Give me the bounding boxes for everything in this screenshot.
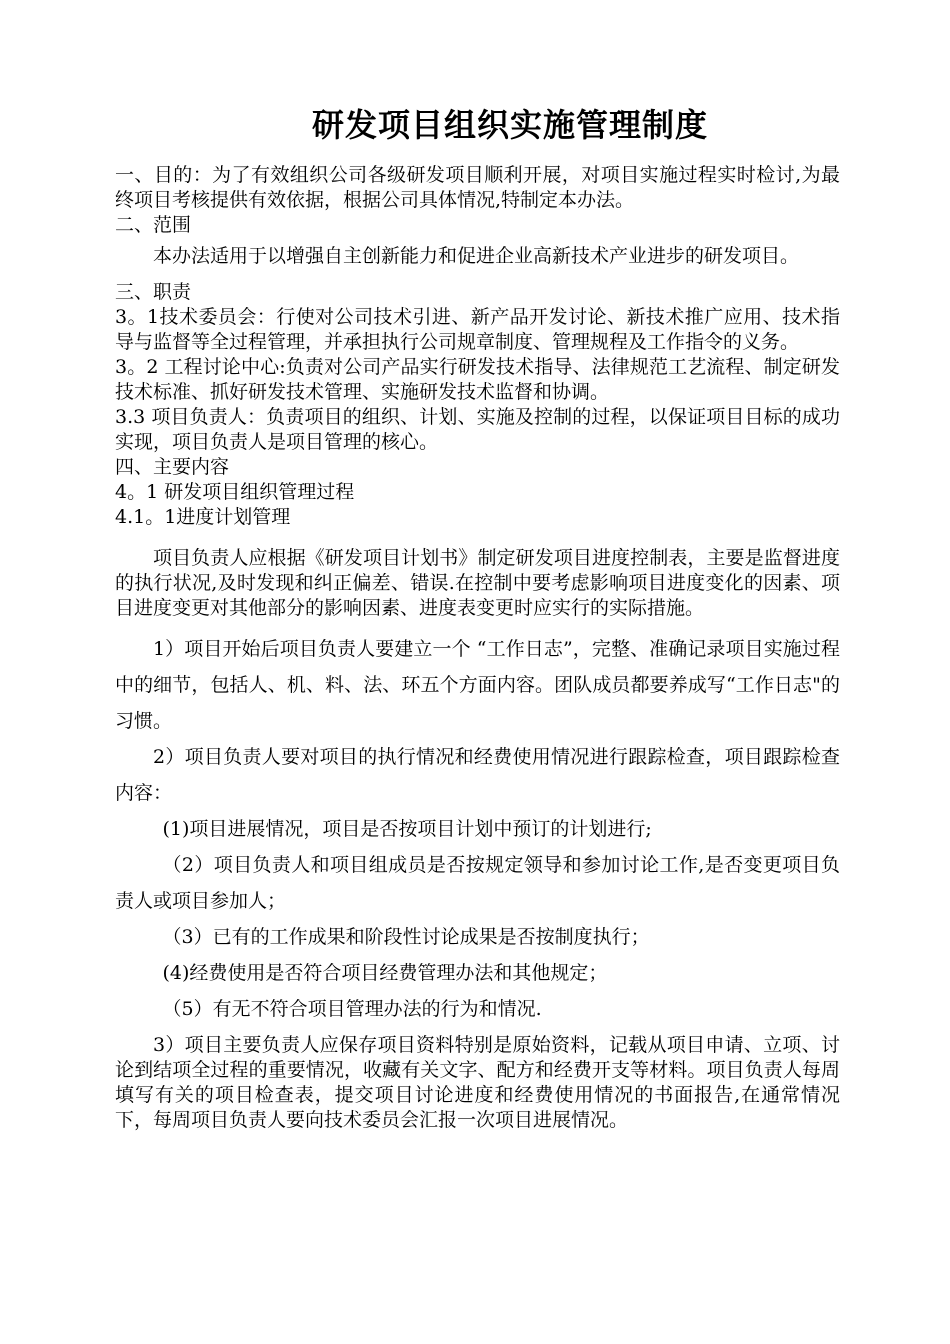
paragraph-duty-3-3: 3.3 项目负责人：负责项目的组织、计划、实施及控制的过程，以保证项目目标的成功实现，项目负责人是项目管理的核心。 <box>115 406 840 453</box>
heading-main-content: 四、主要内容 <box>115 456 230 478</box>
paragraph-duty-3-1: 3。1技术委员会：行使对公司技术引进、新产品开发讨论、新技术推广应用、技术指导与监督等全过程管理，并承担执行公司规章制度、管理规程及工作指令的义务。 <box>115 306 840 353</box>
paragraph-schedule-management: 项目负责人应根据《研发项目计划书》制定研发项目进度控制表，主要是监督进度的执行状况,及时发现和纠正偏差、错误.在控制中要考虑影响项目进度变化的因素、项目进度变更对其他部分的影响因素、进度表变更时应实行的实际措施。 <box>115 547 840 619</box>
paragraph-scope: 本办法适用于以增强自主创新能力和促进企业高新技术产业进步的研发项目。 <box>153 245 800 267</box>
heading-scope: 二、范围 <box>115 214 192 236</box>
list-item-2: 2）项目负责人要对项目的执行情况和经费使用情况进行跟踪检查，项目跟踪检查内容： <box>115 746 840 804</box>
list-item-3: 3）项目主要负责人应保存项目资料特别是原始资料，记载从项目申请、立项、讨论到结项全过程的重要情况，收藏有关文字、配方和经费开支等材料。项目负责人每周填写有关的项目检查表，提交项目讨论进度和经费使用情况的书面报告,在通常情况下，每周项目负责人要向技术委员会汇报一次项目进展情况。 <box>115 1034 840 1131</box>
check-item-3: （3）已有的工作成果和阶段性讨论成果是否按制度执行； <box>162 926 650 948</box>
check-item-2: （2）项目负责人和项目组成员是否按规定领导和参加讨论工作,是否变更项目负责人或项目参加人； <box>115 854 840 912</box>
check-item-5: （5）有无不符合项目管理办法的行为和情况. <box>162 998 542 1020</box>
list-item-1: 1）项目开始后项目负责人要建立一个 “工作日志”，完整、准确记录项目实施过程中的细节，包括人、机、料、法、环五个方面内容。团队成员都要养成写“工作日志"的习惯。 <box>115 638 840 732</box>
document-body <box>115 163 840 1133</box>
heading-4-1: 4。1 研发项目组织管理过程 <box>115 481 355 503</box>
heading-4-1-1: 4.1。1进度计划管理 <box>115 506 291 528</box>
document-title: 研发项目组织实施管理制度 <box>311 106 708 144</box>
heading-duties: 三、职责 <box>115 281 192 303</box>
paragraph-duty-3-2: 3。2 工程讨论中心:负责对公司产品实行研发技术指导、法律规范工艺流程、制定研发技术标准、抓好研发技术管理、实施研发技术监督和协调。 <box>115 356 840 403</box>
check-item-4: (4)经费使用是否符合项目经费管理办法和其他规定； <box>162 962 608 984</box>
check-item-1: (1)项目进展情况，项目是否按项目计划中预订的计划进行; <box>162 818 652 840</box>
section-purpose: 一、目的：为了有效组织公司各级研发项目顺利开展，对项目实施过程实时检讨,为最终项目考核提供有效依据，根据公司具体情况,特制定本办法。 <box>115 164 840 211</box>
